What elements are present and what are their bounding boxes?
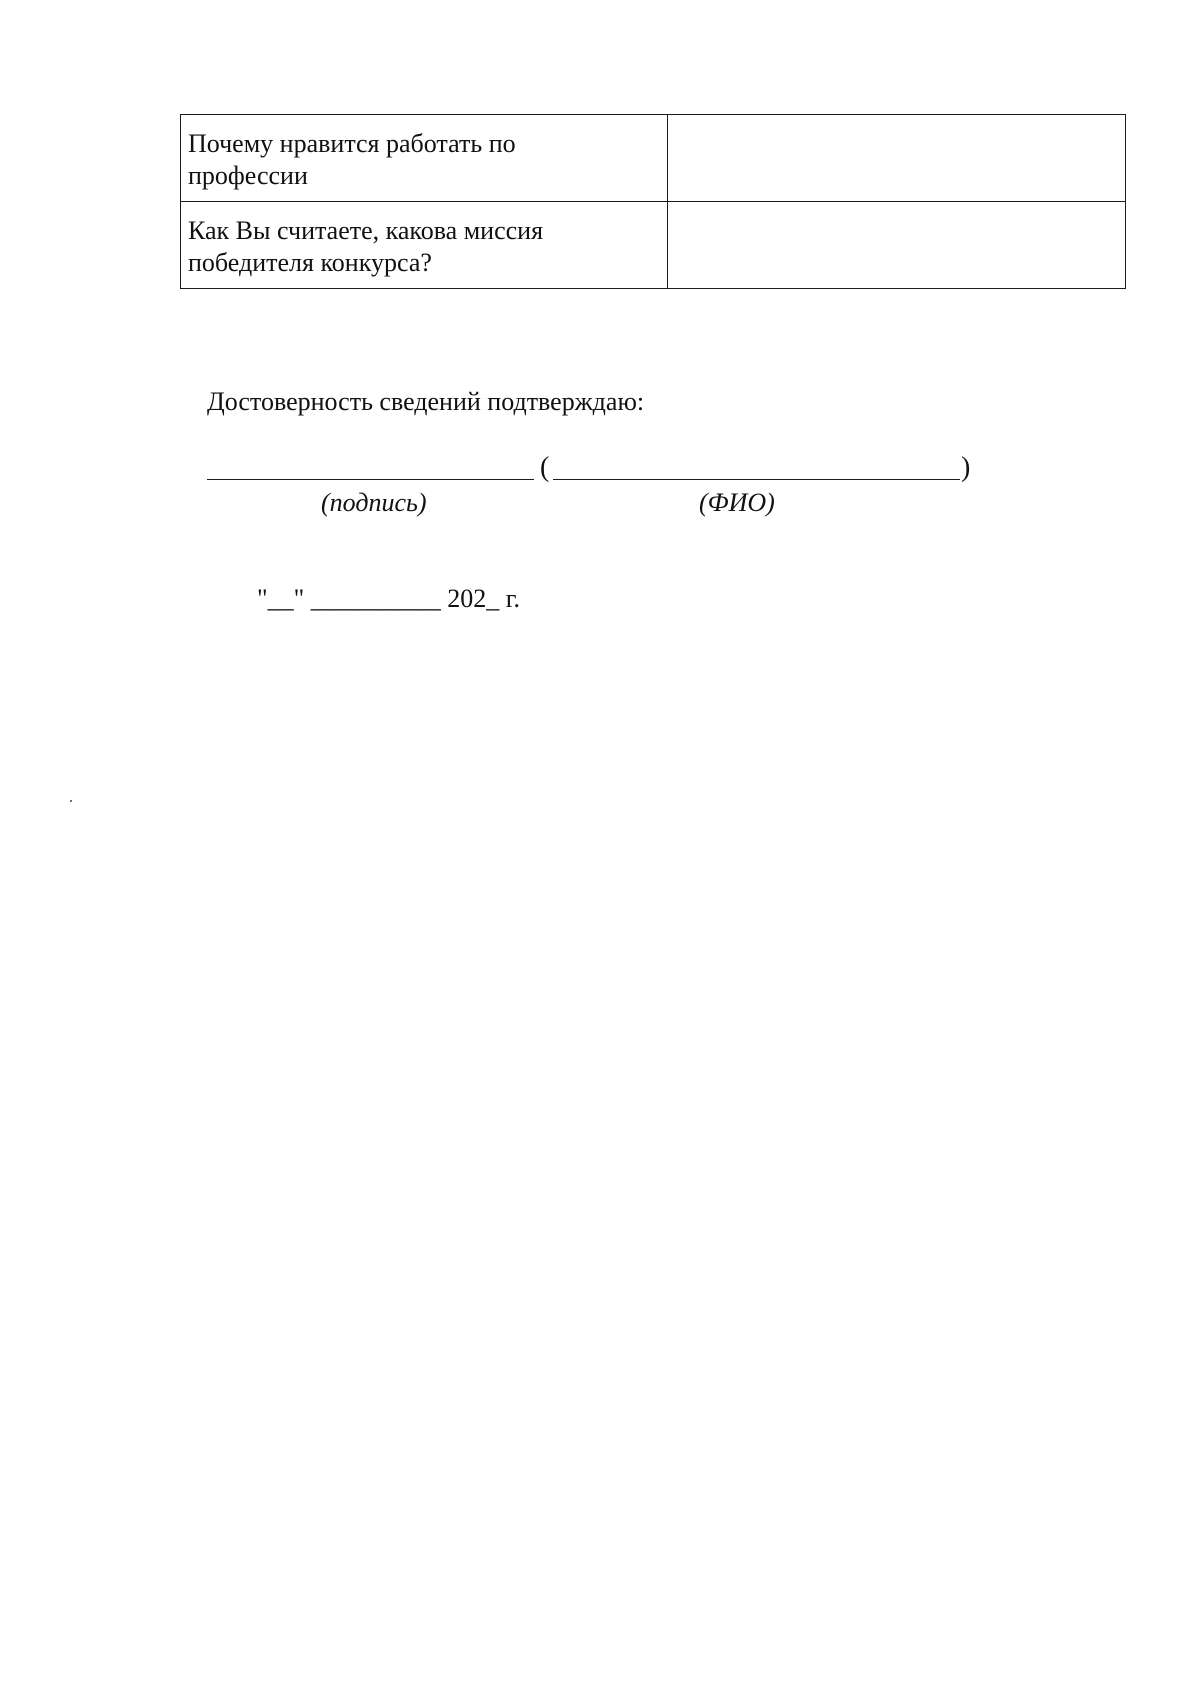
full-name-caption: (ФИО) bbox=[699, 488, 775, 517]
question-text: Почему нравится работать по профессии bbox=[188, 129, 516, 190]
scan-speck bbox=[70, 800, 72, 802]
table-row bbox=[181, 115, 1126, 202]
name-paren-open: ( bbox=[540, 452, 550, 483]
answer-cell[interactable] bbox=[668, 115, 1126, 202]
confirmation-statement: Достоверность сведений подтверждаю: bbox=[207, 387, 645, 416]
table-row bbox=[181, 202, 1126, 289]
full-name-line[interactable] bbox=[553, 479, 960, 480]
questionnaire-table bbox=[180, 114, 1126, 289]
name-paren-close: ) bbox=[961, 452, 971, 483]
answer-cell[interactable] bbox=[668, 202, 1126, 289]
signature-caption: (подпись) bbox=[321, 488, 427, 517]
question-text: Как Вы считаете, какова миссия победителя конкурса? bbox=[188, 216, 544, 277]
question-cell bbox=[181, 202, 668, 289]
date-line: "__" __________ 202_ г. bbox=[257, 584, 520, 613]
question-cell bbox=[181, 115, 668, 202]
signature-line[interactable] bbox=[207, 479, 534, 480]
